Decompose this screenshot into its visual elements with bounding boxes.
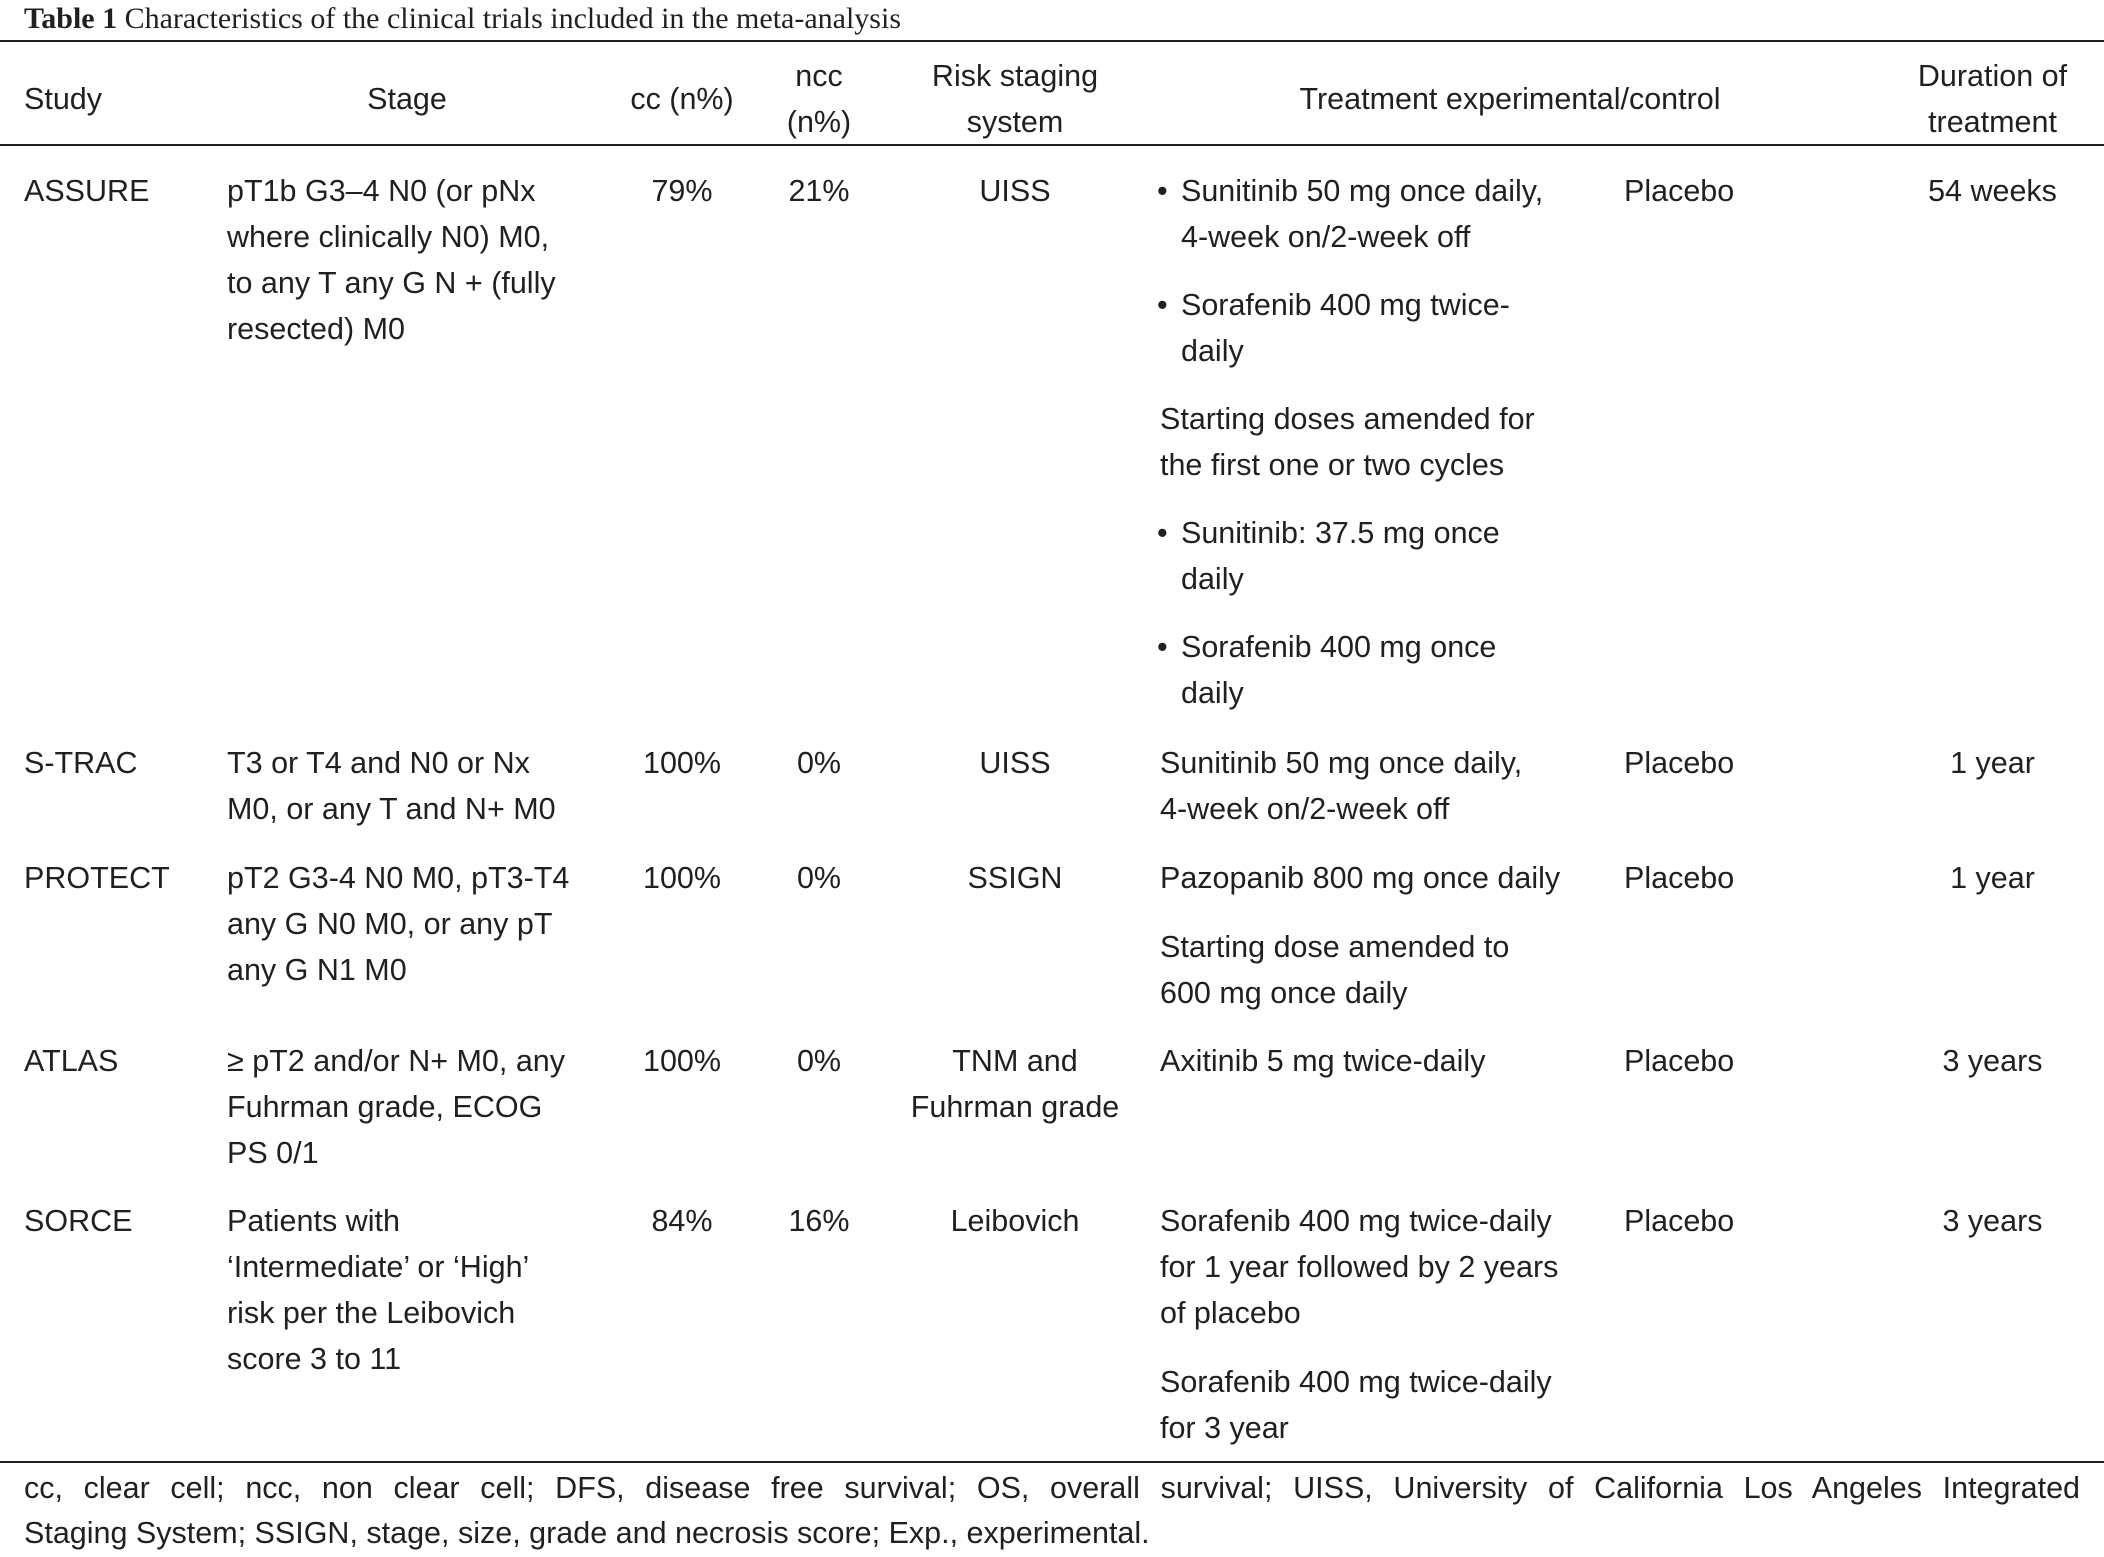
experimental-treatment bbox=[1157, 1038, 1485, 1084]
study-name bbox=[24, 168, 149, 214]
experimental-treatment-line: Starting dose amended to bbox=[1160, 930, 1510, 964]
experimental-treatment bbox=[1157, 282, 1510, 374]
experimental-treatment-text bbox=[1157, 396, 1535, 488]
stage-text-line: PS 0/1 bbox=[227, 1136, 319, 1170]
stage-text-line: pT1b G3–4 N0 (or pNx bbox=[227, 174, 536, 208]
experimental-treatment-text bbox=[1157, 1038, 1485, 1084]
stage-text-line: resected) M0 bbox=[227, 312, 405, 346]
risk-staging-system bbox=[880, 1038, 1150, 1130]
study-name-line: ASSURE bbox=[24, 174, 150, 208]
top-rule bbox=[0, 40, 2104, 42]
table-footnote bbox=[24, 1466, 2080, 1556]
cc-value bbox=[612, 855, 752, 901]
risk-staging-system bbox=[880, 740, 1150, 786]
bullet-icon: • bbox=[1157, 174, 1168, 208]
duration-value bbox=[1880, 1198, 2104, 1244]
ncc-value-line: 0% bbox=[796, 1044, 842, 1078]
study-name-line: S-TRAC bbox=[24, 746, 138, 780]
experimental-treatment-line: Sorafenib 400 mg twice-daily bbox=[1160, 1365, 1552, 1399]
experimental-treatment-line: of placebo bbox=[1160, 1296, 1301, 1330]
header-rule bbox=[0, 144, 2104, 146]
stage-text-line: any G N0 M0, or any pT bbox=[227, 907, 553, 941]
experimental-treatment-text bbox=[1157, 1359, 1552, 1451]
ncc-value-line: 0% bbox=[796, 861, 842, 895]
ncc-value bbox=[759, 168, 879, 214]
duration-value bbox=[1880, 1038, 2104, 1084]
experimental-treatment-line: for 1 year followed by 2 years bbox=[1160, 1250, 1559, 1284]
experimental-treatment bbox=[1157, 1198, 1558, 1336]
risk-staging-system-line: UISS bbox=[979, 746, 1051, 780]
study-name bbox=[24, 1198, 132, 1244]
study-name bbox=[24, 1038, 118, 1084]
stage-text bbox=[227, 855, 569, 993]
control-arm-line: Placebo bbox=[1624, 174, 1735, 208]
duration-value-line: 54 weeks bbox=[1928, 174, 2057, 208]
ncc-value bbox=[759, 1198, 879, 1244]
experimental-treatment-line: daily bbox=[1181, 562, 1244, 596]
stage-text-line: risk per the Leibovich bbox=[227, 1296, 516, 1330]
header-ncc: ncc (n%) bbox=[786, 59, 852, 139]
control-arm bbox=[1624, 855, 1734, 901]
risk-staging-system-line: UISS bbox=[979, 174, 1051, 208]
study-name bbox=[24, 855, 170, 901]
experimental-treatment-line: Pazopanib 800 mg once daily bbox=[1160, 861, 1561, 895]
experimental-treatment-line: Sorafenib 400 mg once bbox=[1181, 630, 1497, 664]
cc-value bbox=[612, 1038, 752, 1084]
experimental-treatment bbox=[1157, 740, 1522, 832]
experimental-treatment-line: 600 mg once daily bbox=[1160, 976, 1408, 1010]
stage-text-line: pT2 G3-4 N0 M0, pT3-T4 bbox=[227, 861, 570, 895]
table-caption bbox=[24, 2, 901, 36]
cc-value-line: 84% bbox=[651, 1204, 713, 1238]
ncc-value-line: 16% bbox=[788, 1204, 850, 1238]
study-name-line: SORCE bbox=[24, 1204, 133, 1238]
caption-label: Table 1 bbox=[24, 2, 118, 35]
experimental-treatment-line: Starting doses amended for bbox=[1160, 402, 1535, 436]
control-arm-line: Placebo bbox=[1624, 1044, 1735, 1078]
cc-value-line: 100% bbox=[642, 1044, 721, 1078]
cc-value-line: 100% bbox=[642, 746, 721, 780]
experimental-treatment bbox=[1157, 510, 1500, 602]
bottom-rule bbox=[0, 1461, 2104, 1463]
header-stage: Stage bbox=[367, 82, 447, 116]
control-arm-line: Placebo bbox=[1624, 1204, 1735, 1238]
caption-text: Characteristics of the clinical trials included in the meta-analysis bbox=[124, 2, 901, 35]
experimental-treatment-line: daily bbox=[1181, 676, 1244, 710]
risk-staging-system-line: Leibovich bbox=[950, 1204, 1080, 1238]
ncc-value bbox=[759, 855, 879, 901]
experimental-treatment-text bbox=[1157, 1198, 1558, 1336]
duration-value-line: 3 years bbox=[1942, 1204, 2043, 1238]
risk-staging-system bbox=[880, 168, 1150, 214]
experimental-treatment-line: Axitinib 5 mg twice-daily bbox=[1160, 1044, 1486, 1078]
stage-text bbox=[227, 1198, 529, 1382]
experimental-treatment-text bbox=[1157, 855, 1560, 901]
experimental-treatment-line: Sorafenib 400 mg twice- bbox=[1181, 288, 1510, 322]
stage-text-line: Fuhrman grade, ECOG bbox=[227, 1090, 543, 1124]
experimental-treatment bbox=[1157, 1359, 1552, 1451]
cc-value bbox=[612, 1198, 752, 1244]
experimental-treatment bbox=[1157, 168, 1543, 260]
control-arm bbox=[1624, 1038, 1734, 1084]
stage-text-line: any G N1 M0 bbox=[227, 953, 407, 987]
duration-value-line: 1 year bbox=[1950, 746, 2035, 780]
cc-value-line: 100% bbox=[642, 861, 721, 895]
experimental-treatment-line: the first one or two cycles bbox=[1160, 448, 1505, 482]
bullet-icon: • bbox=[1157, 630, 1168, 664]
stage-text-line: score 3 to 11 bbox=[227, 1342, 402, 1376]
experimental-treatment-line: 4-week on/2-week off bbox=[1181, 220, 1471, 254]
experimental-treatment bbox=[1157, 396, 1535, 488]
stage-text-line: M0, or any T and N+ M0 bbox=[227, 792, 556, 826]
header-cc: cc (n%) bbox=[630, 82, 734, 116]
stage-text bbox=[227, 740, 556, 832]
experimental-treatment-text bbox=[1157, 510, 1500, 602]
experimental-treatment-line: for 3 year bbox=[1160, 1411, 1289, 1445]
ncc-value bbox=[759, 740, 879, 786]
control-arm bbox=[1624, 740, 1734, 786]
risk-staging-system bbox=[880, 855, 1150, 901]
duration-value-line: 1 year bbox=[1950, 861, 2035, 895]
cc-value bbox=[612, 740, 752, 786]
ncc-value-line: 0% bbox=[796, 746, 842, 780]
experimental-treatment-line: Sunitinib 50 mg once daily, bbox=[1160, 746, 1523, 780]
experimental-treatment-text bbox=[1157, 924, 1509, 1016]
header-duration: Duration of treatment bbox=[1917, 59, 2068, 139]
control-arm bbox=[1624, 1198, 1734, 1244]
duration-value-line: 3 years bbox=[1942, 1044, 2043, 1078]
stage-text-line: where clinically N0) M0, bbox=[227, 220, 550, 254]
risk-staging-system-line: TNM and bbox=[952, 1044, 1078, 1078]
stage-text bbox=[227, 1038, 565, 1176]
control-arm-line: Placebo bbox=[1624, 861, 1735, 895]
study-name bbox=[24, 740, 138, 786]
experimental-treatment bbox=[1157, 624, 1496, 716]
stage-text-line: ≥ pT2 and/or N+ M0, any bbox=[227, 1044, 566, 1078]
ncc-value bbox=[759, 1038, 879, 1084]
risk-staging-system-line: SSIGN bbox=[967, 861, 1063, 895]
header-risk-staging: Risk staging system bbox=[931, 59, 1099, 139]
study-name-line: ATLAS bbox=[24, 1044, 119, 1078]
cc-value bbox=[612, 168, 752, 214]
stage-text-line: T3 or T4 and N0 or Nx bbox=[227, 746, 530, 780]
risk-staging-system bbox=[880, 1198, 1150, 1244]
duration-value bbox=[1880, 168, 2104, 214]
experimental-treatment-line: daily bbox=[1181, 334, 1244, 368]
study-name-line: PROTECT bbox=[24, 861, 170, 895]
cc-value-line: 79% bbox=[651, 174, 713, 208]
experimental-treatment-text bbox=[1157, 282, 1510, 374]
stage-text-line: ‘Intermediate’ or ‘High’ bbox=[227, 1250, 530, 1284]
bullet-icon: • bbox=[1157, 288, 1168, 322]
stage-text-line: Patients with bbox=[227, 1204, 400, 1238]
experimental-treatment bbox=[1157, 924, 1509, 1016]
footnote-line-1: cc, clear cell; ncc, non clear cell; DFS, disease free survival; OS, overall survival; UISS, University of California Los Angeles Integrated bbox=[24, 1471, 2080, 1505]
stage-text-line: to any T any G N + (fully bbox=[227, 266, 556, 300]
footnote-line-2: Staging System; SSIGN, stage, size, grade and necrosis score; Exp., experimental. bbox=[24, 1516, 1150, 1550]
experimental-treatment-line: 4-week on/2-week off bbox=[1160, 792, 1450, 826]
risk-staging-system-line: Fuhrman grade bbox=[910, 1090, 1120, 1124]
control-arm bbox=[1624, 168, 1734, 214]
stage-text bbox=[227, 168, 556, 352]
experimental-treatment-line: Sorafenib 400 mg twice-daily bbox=[1160, 1204, 1552, 1238]
experimental-treatment-line: Sunitinib 50 mg once daily, bbox=[1181, 174, 1544, 208]
duration-value bbox=[1880, 855, 2104, 901]
ncc-value-line: 21% bbox=[788, 174, 850, 208]
experimental-treatment-line: Sunitinib: 37.5 mg once bbox=[1181, 516, 1500, 550]
experimental-treatment-text bbox=[1157, 740, 1522, 832]
control-arm-line: Placebo bbox=[1624, 746, 1735, 780]
bullet-icon: • bbox=[1157, 516, 1168, 550]
experimental-treatment bbox=[1157, 855, 1560, 901]
experimental-treatment-text bbox=[1157, 624, 1496, 716]
experimental-treatment-text bbox=[1157, 168, 1543, 260]
header-study: Study bbox=[24, 82, 102, 116]
header-treatment: Treatment experimental/control bbox=[1299, 82, 1721, 116]
duration-value bbox=[1880, 740, 2104, 786]
